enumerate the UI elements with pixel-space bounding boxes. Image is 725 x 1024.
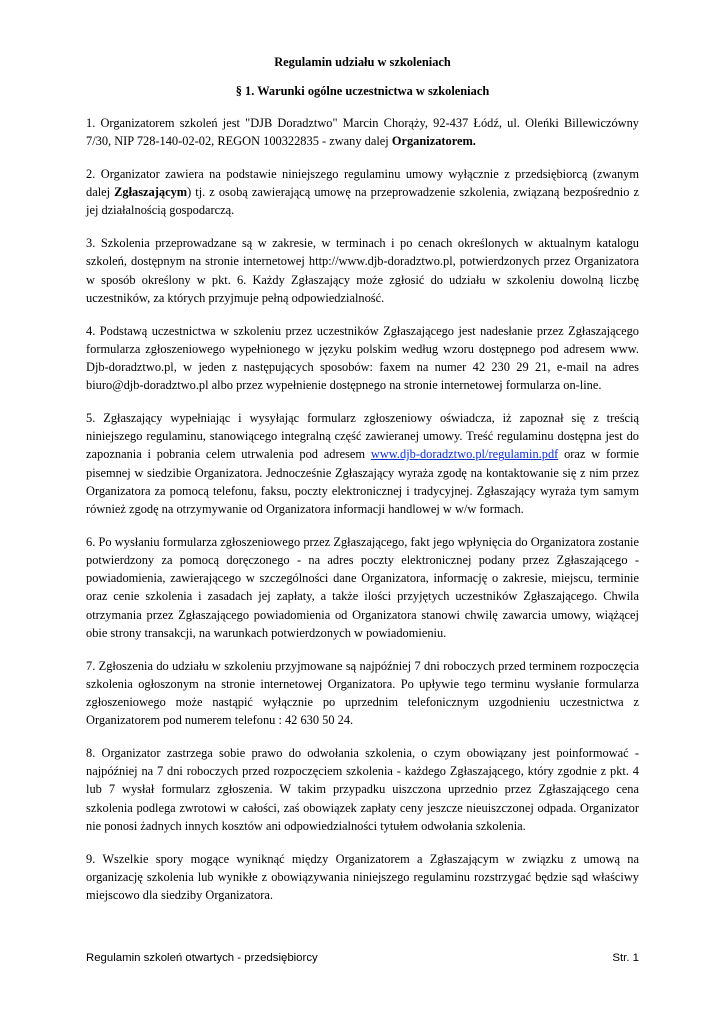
regulamin-link[interactable]: www.djb-doradztwo.pl/regulamin.pdf: [370, 447, 559, 462]
paragraph-2: [86, 165, 639, 220]
paragraph-7: [86, 657, 639, 730]
paragraph-8-text: 8. Organizator zastrzega sobie prawo do odwołania szkolenia, o czym obowiązany jest poinformować - najpóźniej na 7 dni roboczych przed rozpoczęciem szkolenia - każdego Zgłaszającego, który zgodnie z pkt. 4 lub 7 wysłał formularz zgłoszenia. W takim przypadku uiszczona uprzednio przez Zgłaszającego cena szkolenia podlega zwrotowi w całości, zaś obowiązek zapłaty ceny jeszcze nieuiszczonej odpada. Organizator nie ponosi żadnych innych kosztów ani odpowiedzialności tytułem odwołania szkolenia.: [86, 746, 639, 833]
footer-page-number: Str. 1: [612, 952, 639, 964]
paragraph-1: [86, 114, 639, 150]
paragraph-2-bold: Zgłaszającym: [114, 185, 188, 200]
paragraph-4: [86, 322, 639, 395]
paragraph-1-text: 1. Organizatorem szkoleń jest "DJB Doradztwo" Marcin Chorąży, 92-437 Łódź, ul. Oleńki Billewiczówny 7/30, NIP 728-140-02-02, REGON 100322835 - zwany dalej: [86, 116, 639, 149]
paragraph-7-text: 7. Zgłoszenia do udziału w szkoleniu przyjmowane są najpóźniej 7 dni roboczych przed terminem rozpoczęcia szkolenia ogłoszonym na stronie internetowej Organizatora. Po upływie tego terminu wysłanie formularza zgłoszeniowego może nastąpić wyłącznie po uprzednim telefonicznym uzgodnieniu uczestnictwa z Organizatorem pod numerem telefonu : 42 630 50 24.: [86, 658, 639, 728]
paragraph-2-text: 2. Organizator zawiera na podstawie niniejszego regulaminu umowy wyłącznie z przedsiębiorcą (zwanym dalej: [86, 167, 639, 200]
paragraph-3-text: 3. Szkolenia przeprowadzane są w zakresie, w terminach i po cenach określonych w aktualnym katalogu szkoleń, dostępnym na stronie internetowej http://www.djb-doradztwo.pl, potwierdzonych przez Organizatora w sposób określony w pkt. 6. Każdy Zgłaszający może zgłosić do udziału w szkoleniu dowolną liczbę uczestników, za których przyjmuje pełną odpowiedzialność.: [86, 236, 639, 305]
document-title: Regulamin udziału w szkoleniach: [274, 55, 451, 69]
footer-document-name: Regulamin szkoleń otwartych - przedsiębiorcy: [86, 952, 318, 964]
document-body: [86, 114, 639, 904]
page-footer: [86, 951, 639, 965]
section-title: § 1. Warunki ogólne uczestnictwa w szkoleniach: [235, 84, 490, 98]
paragraph-4-text: 4. Podstawą uczestnictwa w szkoleniu przez uczestników Zgłaszającego jest nadesłanie przez Zgłaszającego formularza zgłoszeniowego wypełnionego w języku polskim według wzoru dostępnego pod adresem www. Djb-doradztwo.pl, w jeden z następujących sposobów: faxem na numer 42 230 29 21, e-mail na adres biuro@djb-doradztwo.pl albo przez wypełnienie dostępnego na stronie internetowej formularza on-line.: [86, 323, 639, 393]
paragraph-2-text-end: ) tj. z osobą zawierającą umowę na przeprowadzenie szkolenia, związaną bezpośrednio z jej działalnością gospodarczą.: [86, 185, 639, 218]
paragraph-9: [86, 850, 639, 905]
paragraph-5: [86, 409, 639, 518]
paragraph-8: [86, 744, 639, 835]
paragraph-1-bold: Organizatorem.: [391, 134, 476, 149]
paragraph-6-text: 6. Po wysłaniu formularza zgłoszeniowego przez Zgłaszającego, fakt jego wpłynięcia do Organizatora zostanie potwierdzony za pomocą doręczonego - na adres poczty elektronicznej podany przez Zgłaszającego - powiadomienia, zawierającego w szczególności dane Organizatora, informację o zakresie, miejscu, terminie oraz cenie szkolenia i zasadach jej zapłaty, a także ilości przyjętych uczestników Zgłaszającego. Chwila otrzymania przez Zgłaszającego powiadomienia od Organizatora stanowi chwilę zawarcia umowy, wiążącej obie strony transakcji, na warunkach potwierdzonych w powiadomieniu.: [86, 534, 639, 640]
paragraph-5-text-end: oraz w formie pisemnej w siedzibie Organizatora. Jednocześnie Zgłaszający wyraża zgodę na kontaktowanie się z nim przez Organizatora za pomocą telefonu, faksu, poczty elektronicznej i tradycyjnej. Zgłaszający wyraża tym samym również zgodę na otrzymywanie od Organizatora informacji handlowej w w/w formach.: [86, 447, 640, 517]
paragraph-6: [86, 533, 639, 642]
paragraph-5-text: 5. Zgłaszający wypełniając i wysyłając formularz zgłoszeniowy oświadcza, iż zapoznał się z treścią niniejszego regulaminu, stanowiącego integralną część zawieranej umowy. Treść regulaminu dostępna jest do zapoznania i pobrania celem utrwalenia pod adresem: [86, 411, 639, 462]
paragraph-3: [86, 234, 639, 307]
paragraph-9-text: 9. Wszelkie spory mogące wyniknąć między Organizatorem a Zgłaszającym w związku z umową na organizację szkolenia lub wynikłe z obowiązywania niniejszego regulaminu rozstrzygać będzie sąd właściwy miejscowo dla siedziby Organizatora.: [86, 851, 639, 903]
